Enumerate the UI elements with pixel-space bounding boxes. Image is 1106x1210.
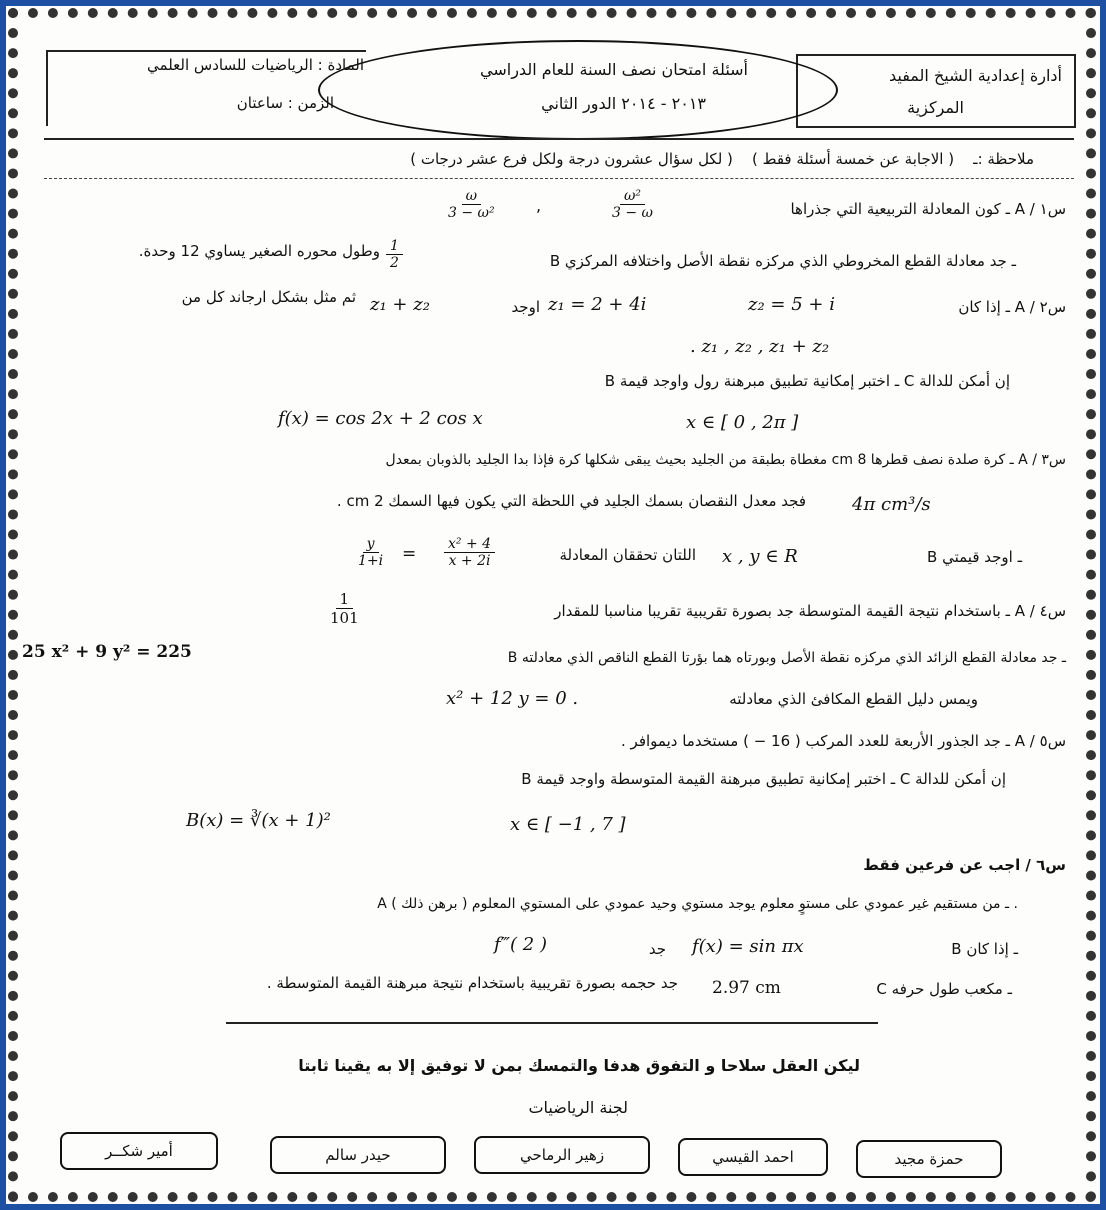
q1a-comma: ,	[536, 196, 542, 215]
school-box	[796, 54, 1076, 128]
subject-label: المادة	[327, 56, 364, 74]
note-divider	[44, 178, 1074, 179]
q2a-tail: ثم مثل بشكل ارجاند كل من	[181, 288, 356, 306]
q4a-text: س٤ / A ـ باستخدام نتيجة القيمة المتوسطة جد بصورة تقريبية تقريبا مناسبا للمقدار	[554, 602, 1066, 620]
subject-value: الرياضيات للسادس العلمي	[147, 56, 313, 74]
exam-year: ٢٠١٣ - ٢٠١٤ الدور الثاني	[541, 94, 706, 113]
q6b-text: B ـ إذا كان	[951, 940, 1018, 958]
q4b-tail: ويمس دليل القطع المكافئ الذي معادلته	[729, 690, 978, 708]
q5b-domain: x ∈ [ −1 , 7 ]	[510, 814, 626, 835]
q6b-func: f(x) = sin πx	[692, 936, 804, 957]
q6c-tail: جد حجمه بصورة تقريبية باستخدام نتيجة مبرهنة القيمة المتوسطة .	[266, 974, 678, 992]
time-row: الزمن : ساعتان	[236, 94, 334, 112]
q3a-text: س٣ / A ـ كرة صلدة نصف قطرها 8 cm مغطاة بطبقة من الجليد بحيث يبقى شكلها كرة فإذا بدا الجليد بالذوبان بمعدل	[385, 452, 1066, 468]
footer-divider	[226, 1022, 878, 1024]
q1a-root2: $\frac{\omega}{\text{3 − ω²}}$	[448, 188, 495, 221]
q5b-text: B ـ اختبر إمكانية تطبيق مبرهنة القيمة المتوسطة واوجد قيمة C إن أمكن للدالة	[521, 770, 1006, 788]
q5b-func: B(x) = ∛(x + 1)²	[186, 810, 331, 831]
q4b-ellipse-eq: 25 x² + 9 y² = 225	[22, 642, 192, 662]
q4b-text: B ـ جد معادلة القطع الزائد الذي مركزه نقطة الأصل وبورتاه هما بؤرتا القطع الناقص الذي معادلته	[507, 650, 1066, 666]
q3b-equals: =	[402, 544, 417, 564]
header-divider	[44, 138, 1074, 140]
note-text2: ( لكل سؤال عشرون درجة ولكل فرع عشر درجات )	[410, 150, 733, 168]
q1b-fraction: $\frac{1}{2}$	[386, 238, 403, 271]
q6b-target: f‴( 2 )	[494, 934, 547, 955]
q2a-sum: z₁ + z₂	[370, 294, 430, 315]
q2a-find: اوجد	[511, 298, 540, 316]
q4b-parabola-eq: x² + 12 y = 0 .	[446, 688, 579, 709]
q5a-text: س٥ / A ـ جد الجذور الأربعة للعدد المركب ( 16 − ) مستخدما ديموافر .	[621, 732, 1066, 750]
q2a-text: س٢ / A ـ إذا كان	[958, 298, 1066, 316]
signature-1: حمزة مجيد	[856, 1140, 1002, 1178]
q1a-root1: $\frac{\text{ω²}}{3 - \omega}$	[612, 188, 653, 221]
q2b-func: f(x) = cos 2x + 2 cos x	[278, 408, 483, 429]
q6c-length: 2.97 cm	[712, 978, 781, 998]
exam-title: أسئلة امتحان نصف السنة للعام الدراسي	[480, 60, 748, 79]
q6a-text: A ـ من مستقيم غير عمودي على مستوٍ معلوم يوجد مستوي وحيد عمودي على المستوي المعلوم ( برهن ذلك ) .	[377, 896, 1018, 912]
q1b-tail: وطول محوره الصغير يساوي 12 وحدة.	[138, 242, 380, 260]
q3b-vars: x , y ∈ R	[722, 546, 798, 567]
q3b-lhs: $\frac{y}{1+i}$	[358, 536, 384, 569]
school-name: أدارة إعدادية الشيخ المفيد	[888, 66, 1062, 85]
q2b-domain: x ∈ [ 0 , 2π ]	[686, 412, 799, 433]
q3a-rate: 4π cm³/s	[852, 494, 931, 515]
signature-2: احمد القيسي	[678, 1138, 828, 1176]
q2a-z1: z₁ = 2 + 4i	[548, 294, 647, 315]
exam-title-oval	[318, 40, 838, 140]
q3b-mid: اللتان تحققان المعادلة	[559, 546, 696, 564]
note-text1: ( الاجابة عن خمسة أسئلة فقط )	[751, 150, 955, 168]
signature-3: زهير الرماحي	[474, 1136, 650, 1174]
time-label: الزمن	[297, 94, 334, 112]
signature-4: حيدر سالم	[270, 1136, 446, 1174]
note-label: ملاحظة :ـ	[973, 150, 1034, 168]
q3a-tail: فجد معدل النقصان بسمك الجليد في اللحظة التي يكون فيها السمك 2 cm .	[336, 492, 806, 510]
q1a-text: س١ / A ـ كون المعادلة التربيعية التي جذراها	[790, 200, 1066, 218]
q2b-text: B ـ اختبر إمكانية تطبيق مبرهنة رول واوجد قيمة C إن أمكن للدالة	[604, 372, 1010, 390]
q2a-z2: z₂ = 5 + i	[748, 294, 835, 315]
note-row	[410, 150, 1034, 168]
subject-row: المادة : الرياضيات للسادس العلمي	[147, 56, 364, 74]
school-name-line2: المركزية	[907, 98, 964, 117]
time-value: ساعتان	[236, 94, 283, 112]
q4a-fraction: $\frac{1}{101}$	[330, 590, 359, 627]
committee-title: لجنة الرياضيات	[528, 1098, 628, 1117]
signature-5: أمير شكــر	[60, 1132, 218, 1170]
q3b-text: B ـ اوجد قيمتي	[927, 548, 1022, 566]
q6b-find: جد	[648, 940, 666, 958]
motto: ليكن العقل سلاحا و التفوق هدفا والتمسك بمن لا توفيق إلا به يقينا ثابتا	[298, 1056, 860, 1075]
q2a-list: . z₁ , z₂ , z₁ + z₂	[690, 336, 830, 357]
q1b-text: B ـ جد معادلة القطع المخروطي الذي مركزه نقطة الأصل واختلافه المركزي	[549, 252, 1016, 270]
q6c-text: C ـ مكعب طول حرفه	[876, 980, 1012, 998]
q6-text: س٦ / اجب عن فرعين فقط	[863, 856, 1066, 874]
q3b-rhs: $\frac{\text{x² + 4}}{x + 2i}$	[444, 536, 495, 569]
